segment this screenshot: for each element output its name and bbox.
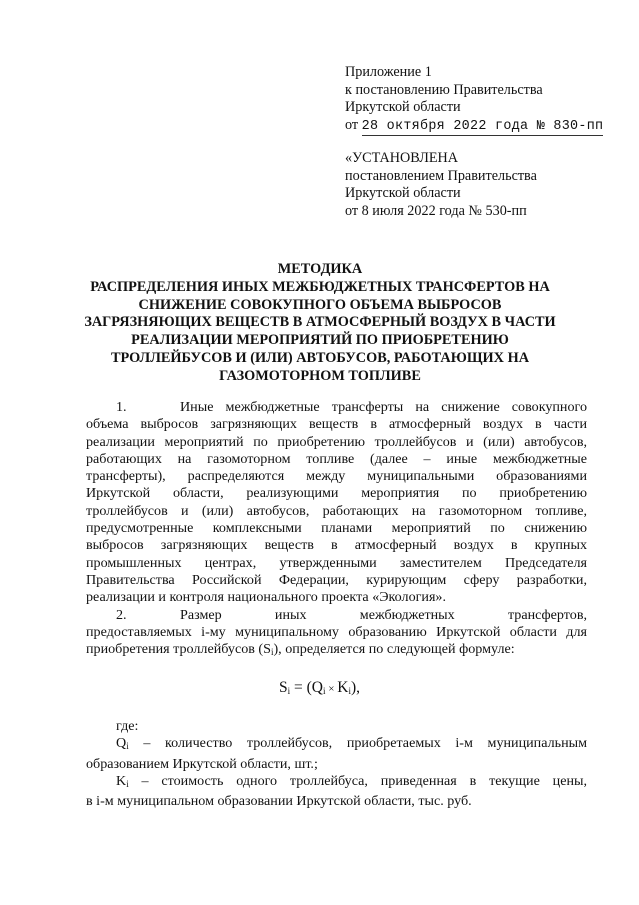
title-line-1: МЕТОДИКА: [277, 261, 363, 277]
established-line-4: от 8 июля 2022 года № 530-пп: [345, 202, 527, 219]
paragraph-1-line-11: Правительства Российской Федерации, курирующим сферу разработки,: [86, 571, 587, 588]
established-line-2: постановлением Правительства: [345, 167, 537, 184]
document-body: [86, 399, 587, 661]
approval-line-1: Приложение 1: [345, 64, 432, 80]
established-line-1: «УСТАНОВЛЕНА: [345, 150, 459, 166]
paragraph-1-text: Иные межбюджетные трансферты на снижение совокупного: [180, 399, 587, 415]
paragraph-1-line-7: троллейбусов и (или) автобусов, работающих на газомоторном топливе,: [86, 502, 587, 519]
document-title: [60, 261, 580, 386]
paragraph-1-line-1: [86, 399, 587, 416]
paragraph-2-line-2: предоставляемых i-му муниципальному образованию Иркутской области для: [86, 623, 587, 640]
paragraph-2-text: Размер иных межбюджетных трансфертов,: [180, 606, 587, 623]
formula: $S_i = (Q_i \times K_i)$,: [279, 679, 360, 696]
title-line-5: РЕАЛИЗАЦИИ МЕРОПРИЯТИЙ ПО ПРИОБРЕТЕНИЮ: [131, 332, 509, 349]
definition-q-line-1: $Q_i$ – количество троллейбусов, приобретаемых i-м муниципальным: [116, 735, 587, 752]
title-line-6: ТРОЛЛЕЙБУСОВ И (ИЛИ) АВТОБУСОВ, РАБОТАЮЩИХ НА: [110, 349, 530, 366]
paragraph-1-line-8: предусмотренные комплексными планами мероприятий по снижению: [86, 520, 587, 537]
paragraph-2-number: 2.: [116, 606, 127, 623]
paragraph-1-line-5: трансферты), распределяются между муниципальными образованиями: [86, 468, 587, 485]
title-line-3: СНИЖЕНИЕ СОВОКУПНОГО ОБЪЕМА ВЫБРОСОВ: [138, 296, 502, 313]
definition-q-line-2: образованием Иркутской области, шт.;: [86, 755, 318, 772]
definition-k-line-2: в i-м муниципальном образовании Иркутской области, тыс. руб.: [86, 793, 472, 810]
approval-date-number: 28 октября 2022 года № 830-пп: [361, 118, 604, 134]
paragraph-1-line-3: реализации мероприятий по приобретению троллейбусов и (или) автобусов,: [86, 433, 587, 450]
formula-definitions: [86, 718, 587, 810]
paragraph-2-line-1: [86, 607, 587, 624]
paragraph-1-line-9: выбросов загрязняющих веществ в атмосферный воздух в крупных: [86, 537, 587, 554]
paragraph-1-line-4: работающих на газомоторном топливе (далее – иные межбюджетные: [86, 450, 587, 467]
title-line-7: ГАЗОМОТОРНОМ ТОПЛИВЕ: [219, 367, 421, 384]
where-label: где:: [116, 718, 139, 734]
established-reference: [345, 150, 537, 220]
title-line-2: РАСПРЕДЕЛЕНИЯ ИНЫХ МЕЖБЮДЖЕТНЫХ ТРАНСФЕРТОВ НА: [90, 278, 550, 295]
definition-k-line-1: $K_i$ – стоимость одного троллейбуса, приведенная в текущие цены,: [116, 772, 587, 789]
paragraph-1-line-6: Иркутской области, реализующими мероприятия по приобретению: [86, 485, 587, 502]
paragraph-1-line-2: объема выбросов загрязняющих веществ в атмосферный воздух в части: [86, 416, 587, 433]
paragraph-1-line-10: промышленных центрах, утвержденными заместителем Председателя: [86, 554, 587, 571]
paragraph-1-line-12: реализации и контроля национального проекта «Экология».: [86, 589, 447, 606]
paragraph-1-number: 1.: [116, 399, 127, 415]
title-line-4: ЗАГРЯЗНЯЮЩИХ ВЕЩЕСТВ В АТМОСФЕРНЫЙ ВОЗДУХ В ЧАСТИ: [84, 314, 556, 331]
established-line-3: Иркутской области: [345, 185, 461, 202]
approval-reference: [345, 64, 603, 135]
approval-line-3: Иркутской области: [345, 99, 461, 116]
paragraph-2-line-3: приобретения троллейбусов $(S_i)$, определяется по следующей формуле:: [86, 641, 515, 658]
approval-line-2: к постановлению Правительства: [345, 81, 543, 98]
approval-line-4: [345, 117, 603, 136]
approval-date-prefix: от: [345, 116, 359, 133]
